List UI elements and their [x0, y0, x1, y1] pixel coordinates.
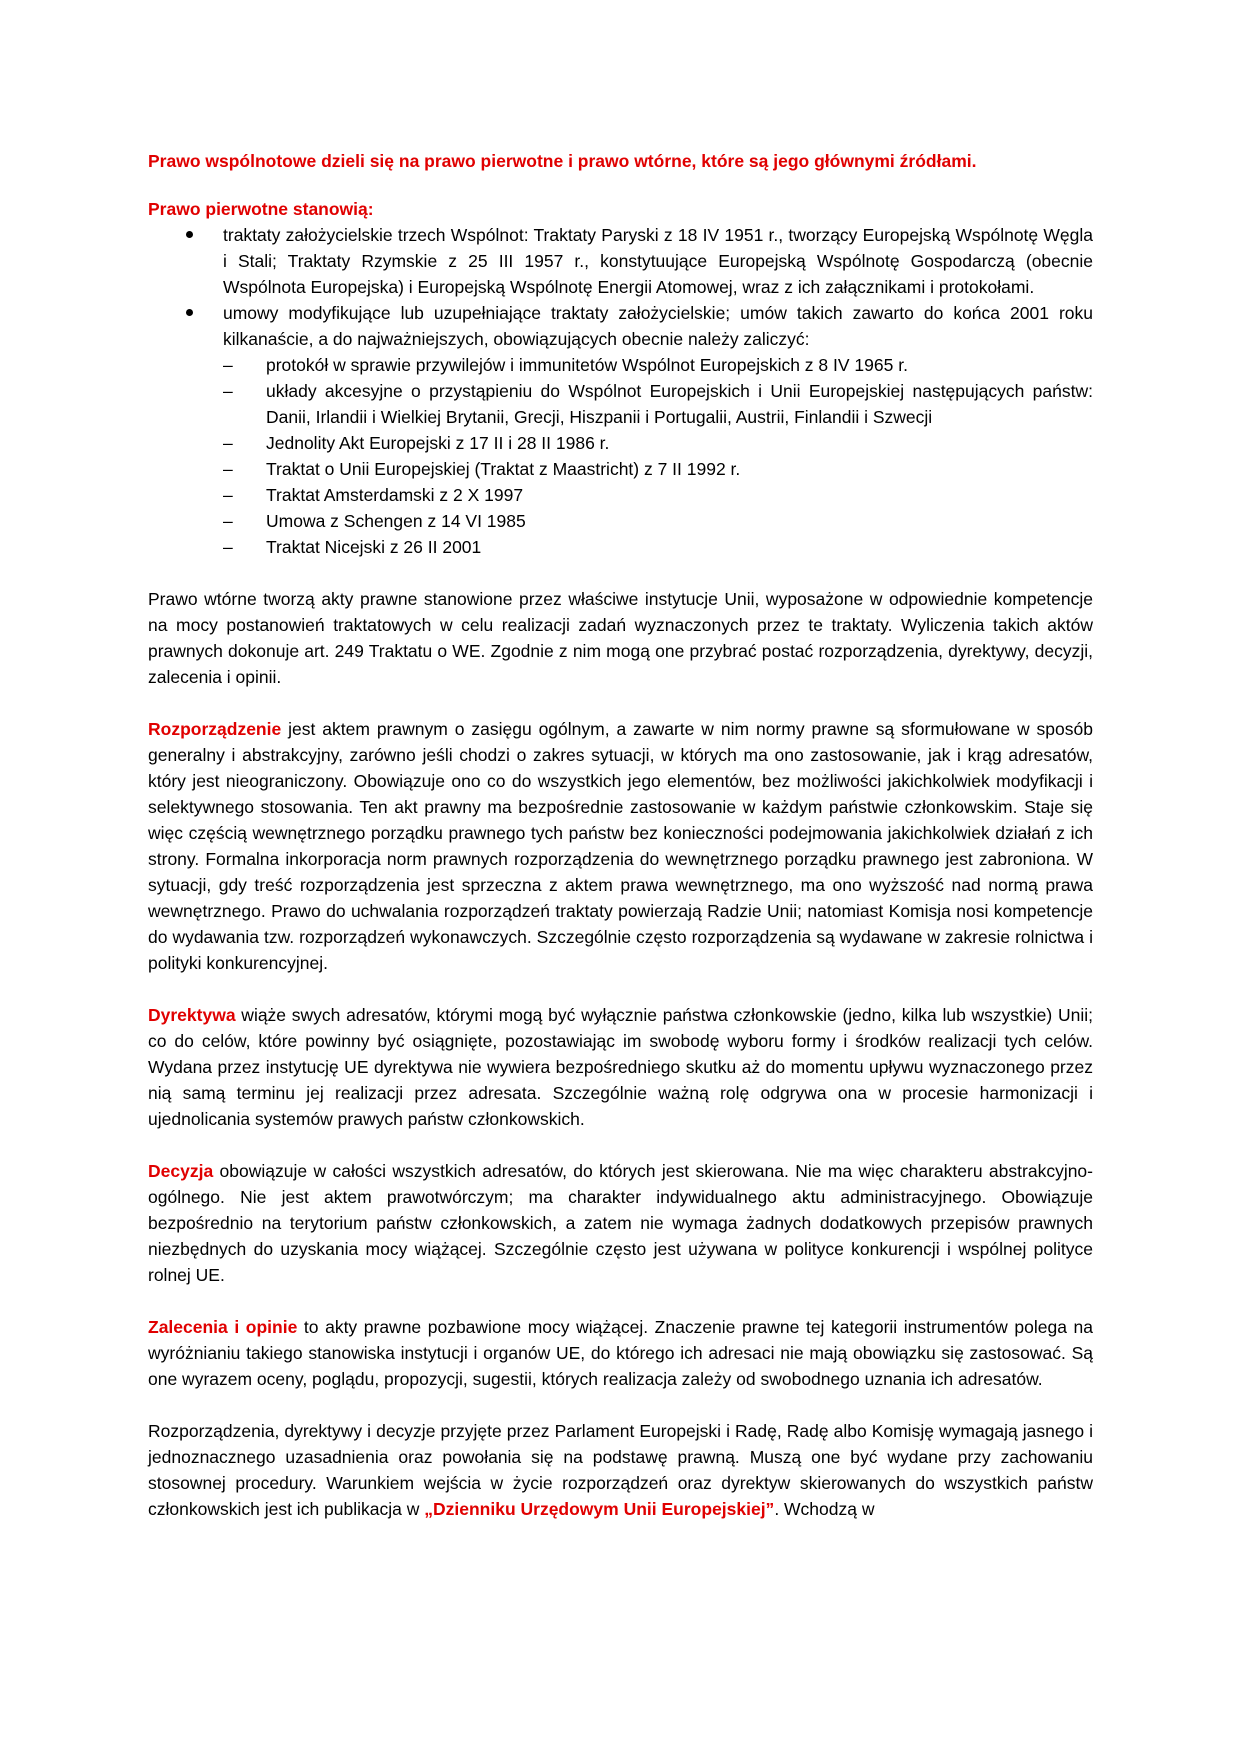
- sublist-item-text: układy akcesyjne o przystąpieniu do Wspólnot Europejskich i Unii Europejskiej następujących państw: Danii, Irlandii i Wielkiej Brytanii, Grecji, Hiszpanii i Portugalii, Austrii, Finlandii i Szwecji: [266, 381, 1093, 427]
- dash-icon: –: [223, 511, 233, 531]
- directive-text: wiąże swych adresatów, którymi mogą być wyłącznie państwa członkowskie (jedno, kilka lub wszystkie) Unii; co do celów, które powinny być osiągnięte, pozostawiając im swobodę wyboru formy i środków realizacji tych celów. Wydana przez instytucję UE dyrektywa nie wywiera bezpośredniego skutku aż do momentu upływu wyznaczonego przez nią samą terminu jej realizacji przez adresata. Szczególnie ważną rolę odgrywa ona w procesie harmonizacji i ujednolicania systemów prawych państw członkowskich.: [148, 1005, 1093, 1129]
- dash-icon: –: [223, 485, 233, 505]
- dash-icon: –: [223, 433, 233, 453]
- recommendation-paragraph: [148, 1314, 1093, 1392]
- recommendation-text: to akty prawne pozbawione mocy wiążącej. Znaczenie prawne tej kategorii instrumentów polega na wyróżnianiu takiego stanowiska instytucji i organów UE, do którego ich adresaci nie mają obowiązku się zastosować. Są one wyrazem oceny, poglądu, propozycji, sugestii, których realizacja zależy od swobodnego uznania ich adresatów.: [148, 1317, 1093, 1389]
- regulation-paragraph: [148, 716, 1093, 976]
- dash-icon: –: [223, 355, 233, 375]
- sublist-item: [223, 456, 1093, 482]
- primary-law-section: [148, 196, 1093, 560]
- sublist-item: [223, 378, 1093, 430]
- primary-law-list: [148, 222, 1093, 560]
- directive-term: Dyrektywa: [148, 1005, 236, 1025]
- sublist-item-text: Jednolity Akt Europejski z 17 II i 28 II 1986 r.: [266, 433, 610, 453]
- sublist-item-text: Umowa z Schengen z 14 VI 1985: [266, 511, 526, 531]
- journal-name: „Dzienniku Urzędowym Unii Europejskiej”: [424, 1499, 775, 1519]
- primary-law-heading: Prawo pierwotne stanowią:: [148, 199, 374, 219]
- sublist-item-text: Traktat o Unii Europejskiej (Traktat z Maastricht) z 7 II 1992 r.: [266, 459, 741, 479]
- sublist-item: [223, 352, 1093, 378]
- sublist-item-text: Traktat Nicejski z 26 II 2001: [266, 537, 482, 557]
- list-item: [148, 300, 1093, 560]
- list-item-text: umowy modyfikujące lub uzupełniające traktaty założycielskie; umów takich zawarto do końca 2001 roku kilkanaście, a do najważniejszych, obowiązujących obecnie należy zaliczyć:: [223, 303, 1093, 349]
- sublist-item: [223, 534, 1093, 560]
- sublist-item: [223, 482, 1093, 508]
- sublist-item-text: protokół w sprawie przywilejów i immunitetów Wspólnot Europejskich z 8 IV 1965 r.: [266, 355, 908, 375]
- secondary-law-paragraph: Prawo wtórne tworzą akty prawne stanowione przez właściwe instytucje Unii, wyposażone w odpowiednie kompetencje na mocy postanowień traktatowych w celu realizacji zadań wyznaczonych przez te traktaty. Wyliczenia takich aktów prawnych dokonuje art. 249 Traktatu o WE. Zgodnie z nim mogą one przybrać postać rozporządzenia, dyrektywy, decyzji, zalecenia i opinii.: [148, 589, 1093, 687]
- list-item-text: traktaty założycielskie trzech Wspólnot: Traktaty Paryski z 18 IV 1951 r., tworzący Europejską Wspólnotę Węgla i Stali; Traktaty Rzymskie z 25 III 1957 r., konstytuujące Europejską Wspólnotę Gospodarczą (obecnie Wspólnota Europejska) i Europejską Wspólnotę Energii Atomowej, wraz z ich załącznikami i protokołami.: [223, 225, 1093, 297]
- regulation-term: Rozporządzenie: [148, 719, 282, 739]
- decision-paragraph: [148, 1158, 1093, 1288]
- bullet-icon: [186, 231, 193, 238]
- dash-icon: –: [223, 537, 233, 557]
- regulation-text: jest aktem prawnym o zasięgu ogólnym, a zawarte w nim normy prawne są sformułowane w sposób generalny i abstrakcyjny, zarówno jeśli chodzi o zakres sytuacji, w których ma ono zastosowanie, jak i krąg adresatów, który jest nieograniczony. Obowiązuje ono co do wszystkich jego elementów, bez możliwości jakichkolwiek modyfikacji i selektywnego stosowania. Ten akt prawny ma bezpośrednie zastosowanie w każdym państwie członkowskim. Staje się więc częścią wewnętrznego porządku prawnego tych państw bez konieczności podejmowania jakichkolwiek działań z ich strony. Formalna inkorporacja norm prawnych rozporządzenia do wewnętrznego porządku prawnego jest zabroniona. W sytuacji, gdy treść rozporządzenia jest sprzeczna z aktem prawa wewnętrznego, ma ono wyższość nad normą prawa wewnętrznego. Prawo do uchwalania rozporządzeń traktaty powierzają Radzie Unii; natomiast Komisja nosi kompetencje do wydawania tzw. rozporządzeń wykonawczych. Szczególnie często rozporządzenia są wydawane w zakresie rolnictwa i polityki konkurencyjnej.: [148, 719, 1093, 973]
- dash-icon: –: [223, 459, 233, 479]
- decision-term: Decyzja: [148, 1161, 214, 1181]
- intro-heading: Prawo wspólnotowe dzieli się na prawo pierwotne i prawo wtórne, które są jego głównymi źródłami.: [148, 151, 977, 171]
- bullet-icon: [186, 309, 193, 316]
- dash-icon: –: [223, 381, 233, 401]
- publication-text: Rozporządzenia, dyrektywy i decyzje przyjęte przez Parlament Europejski i Radę, Radę albo Komisję wymagają jasnego i jednoznacznego uzasadnienia oraz powołania się na podstawę prawną. Muszą one być wydane przy zachowaniu stosownej procedury. Warunkiem wejścia w życie rozporządzeń oraz dyrektyw skierowanych do wszystkich państw członkowskich jest ich publikacja w: [148, 1421, 1093, 1519]
- sublist-item: [223, 508, 1093, 534]
- recommendation-term: Zalecenia i opinie: [148, 1317, 298, 1337]
- directive-paragraph: [148, 1002, 1093, 1132]
- treaty-sublist: [223, 352, 1093, 560]
- decision-text: obowiązuje w całości wszystkich adresatów, do których jest skierowana. Nie ma więc charakteru abstrakcyjno-ogólnego. Nie jest aktem prawotwórczym; ma charakter indywidualnego aktu administracyjnego. Obowiązuje bezpośrednio na terytorium państw członkowskich, a zatem nie wymaga żadnych dodatkowych przepisów prawnych niezbędnych do uzyskania mocy wiążącej. Szczególnie często jest używana w polityce konkurencji i wspólnej polityce rolnej UE.: [148, 1161, 1093, 1285]
- publication-text-end: . Wchodzą w: [774, 1499, 875, 1519]
- list-item: [148, 222, 1093, 300]
- publication-paragraph: [148, 1418, 1093, 1522]
- sublist-item-text: Traktat Amsterdamski z 2 X 1997: [266, 485, 524, 505]
- document-body: [148, 148, 1093, 1522]
- sublist-item: [223, 430, 1093, 456]
